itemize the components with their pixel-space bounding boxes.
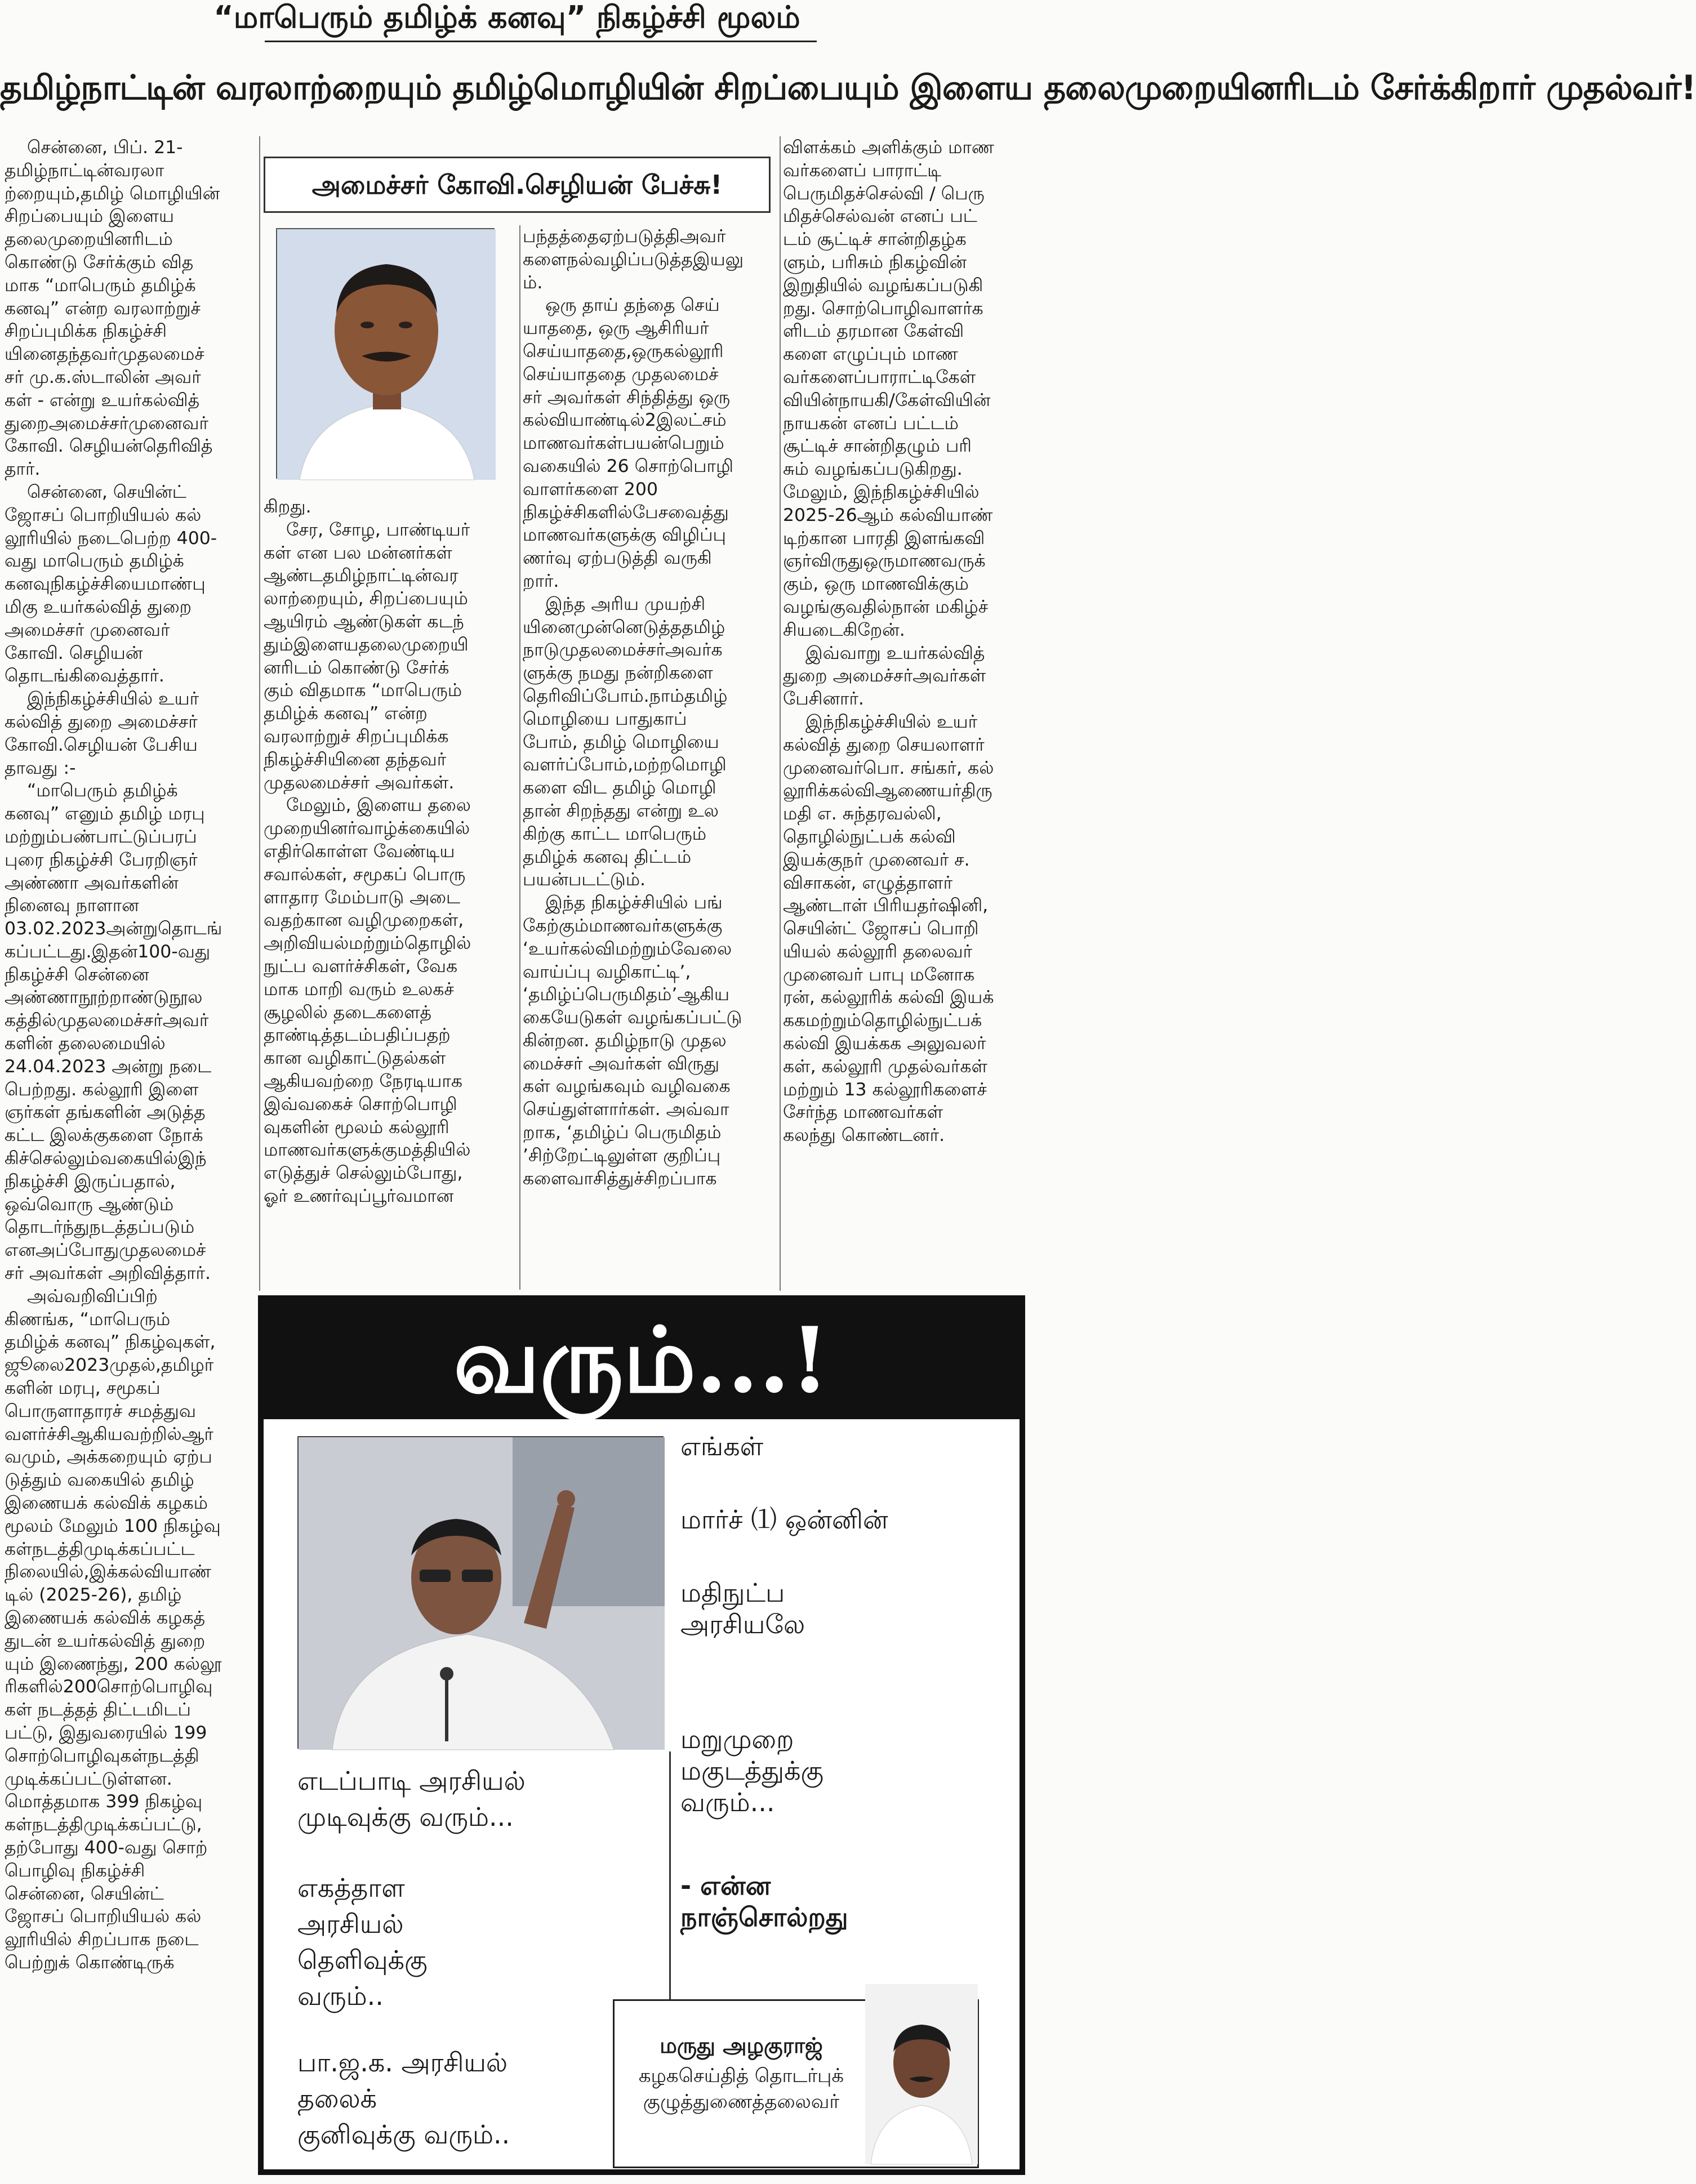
article-column-3 [523,225,777,1190]
signatory-name: மருது அழகுராஜ் [660,2033,823,2058]
paragraph: இந்த நிகழ்ச்சியில் பங் கேற்கும்மாணவர்களுக்கு ‘உயர்கல்விமற்றும்வேலை வாய்ப்பு வழிகாட்டி’, ‘தமிழ்ப்பெருமிதம்’ஆகிய கையேடுகள் வழங்கப்பட்டு கின்றன. தமிழ்நாடு முதல மைச்சர் அவர்கள் விருது கள் வழங்கவும் வழிவகை செய்துள்ளார்கள். அவ்வா றாக, ‘தமிழ்ப் பெருமிதம் ’சிற்றேட்டிலுள்ள குறிப்பு களைவாசித்துச்சிறப்பாக [523,893,742,1189]
paragraph: இந்நிகழ்ச்சியில் உயர் கல்வித் துறை செயலாளர் முனைவர்பொ. சங்கர், கல் லூரிக்கல்விஆணையர்திரு மதி எ. சுந்தரவல்லி, தொழில்நுட்பக் கல்வி இயக்குநர் முனைவர் ச. விசாகன், எழுத்தாளர் ஆண்டாள் பிரியதர்ஷினி, செயின்ட் ஜோசப் பொறி யியல் கல்லூரி தலைவர் முனைவர் பாபு மனோக ரன், கல்லூரிக் கல்வி இயக் ககமற்றும்தொழில்நுட்பக் கல்வி இயக்கக அலுவலர் கள், கல்லூரி முதல்வர்கள் மற்றும் 13 கல்லூரிகளைச் சேர்ந்த மாணவர்கள் கலந்து கொண்டனர். [783,711,994,1146]
minister-photo [276,228,495,479]
paragraph: ஒரு தாய் தந்தை செய் யாததை, ஒரு ஆசிரியர் செய்யாததை,ஒருகல்லூரி செய்யாததை முதலமைச் சர் அவர்கள் சிந்தித்து ஒரு கல்வியாண்டில்2இலட்சம் மாணவர்கள்பயன்பெறும் வகையில் 26 சொற்பொழி வாளர்களை 200 நிகழ்ச்சிகளில்பேசவைத்து மாணவர்களுக்கு விழிப்பு ணர்வு ஏற்படுத்தி வருகி றார். [523,295,733,591]
leader-portrait-icon [299,1437,665,1750]
ad-leader-photo [297,1436,664,1749]
signatory-photo [865,1984,978,2164]
signatory-portrait-icon [865,1984,978,2164]
slogan-line: மறுமுறை மகுடத்துக்கு வரும்... [680,1724,824,1817]
paragraph: கிறது. [264,497,311,517]
paragraph: சேர, சோழ, பாண்டியர் கள் என பல மன்னர்கள் ஆண்டதமிழ்நாட்டின்வர லாற்றையும், சிறப்பையும் ஆயிரம் ஆண்டுகள் கடந் தும்இளையதலைமுறையி னரிடம் கொண்டு சேர்க் கும் விதமாக “மாபெரும் தமிழ்க் கனவு” என்ற வரலாற்றுச் சிறப்புமிக்க நிகழ்ச்சியினை தந்தவர் முதலமைச்சர் அவர்கள். [264,519,470,793]
slogan-attribution: - என்ன நாஞ்சொல்றது [680,1870,848,1932]
paragraph: இவ்வாறு உயர்கல்வித் துறை அமைச்சர்அவர்கள் பேசினார். [783,643,986,710]
advertisement-box [258,1295,1025,2175]
minister-portrait-icon [277,229,496,480]
kicker-underline [265,41,817,42]
kicker-title: “மாபெரும் தமிழ்க் கனவு” நிகழ்ச்சி மூலம் [213,0,800,35]
paragraph: பந்தத்தைஏற்படுத்திஅவர் களைநல்வழிப்படுத்தஇயலு ம். [523,226,744,293]
column-divider [259,136,260,1291]
column-divider [780,136,781,1291]
paragraph: சென்னை, செயின்ட் ஜோசப் பொறியியல் கல் லூரியில் நடைபெற்ற 400- வது மாபெரும் தமிழ்க் கனவுநிகழ்ச்சியைமாண்பு மிகு உயர்கல்வித் துறை அமைச்சர் முனைவர் கோவி. செழியன் தொடங்கிவைத்தார். [5,482,217,687]
paragraph: மேலும், இளைய தலை முறையினர்வாழ்க்கையில் எதிர்கொள்ள வேண்டிய சவால்கள், சமூகப் பொரு ளாதார மேம்பாடு அடை வதற்கான வழிமுறைகள், அறிவியல்மற்றும்தொழில் நுட்ப வளர்ச்சிகள், வேக மாக மாறி வரும் உலகச் சூழலில் தடைகளைத் தாண்டித்தடம்பதிப்பதற் கான வழிகாட்டுதல்கள் ஆகியவற்றை நேரடியாக இவ்வகைச் சொற்பொழி வுகளின் மூலம் கல்லூரி மாணவர்களுக்குமத்தியில் எடுத்துச் செல்லும்போது, ஓர் உணர்வுப்பூர்வமான [264,795,471,1206]
article-column-1 [5,136,255,2181]
slogan-line: மதிநுட்ப அரசியலே [680,1577,805,1639]
slogan-line: மார்ச் ⑴ ஒன்னின் [680,1504,888,1535]
article-column-4 [783,136,1031,1147]
paragraph: இந்நிகழ்ச்சியில் உயர் கல்வித் துறை அமைச்சர் கோவி.செழியன் பேசிய தாவது :- [5,689,199,778]
signatory-role: கழகசெய்தித் தொடர்புக் குழுத்துணைத்தலைவர் [638,2065,844,2113]
paragraph: “மாபெரும் தமிழ்க் கனவு” எனும் தமிழ் மரபு மற்றும்பண்பாட்டுப்பரப் புரை நிகழ்ச்சி பேரறிஞர் அண்ணா அவர்களின் நினைவு நாளான 03.02.2023அன்றுதொடங் கப்பட்டது.இதன்100-வது நிகழ்ச்சி சென்னை அண்ணாநூற்றாண்டுநூல கத்தில்முதலமைச்சர்அவர் களின் தலைமையில் 24.04.2023 அன்று நடை பெற்றது. கல்லூரி இளை ஞர்கள் தங்களின் அடுத்த கட்ட இலக்குகளை நோக் கிச்செல்லும்வகையில்இந் நிகழ்ச்சி இருப்பதால், ஒவ்வொரு ஆண்டும் தொடர்ந்துநடத்தப்படும் எனஅப்போதுமுதலமைச் சர் அவர்கள் அறிவித்தார். [5,781,222,1284]
ad-banner-title: வரும்...! [264,1301,1020,1419]
headline: தமிழ்நாட்டின் வரலாற்றையும் தமிழ்மொழியின் சிறப்பையும் இளைய தலைமுறையினரிடம் சேர்க்கிறார் முதல்வர்! [0,68,1696,108]
subheading-box: அமைச்சர் கோவி.செழியன் பேச்சு! [264,157,771,213]
slogan-line: எடப்பாடி அரசியல் முடிவுக்கு வரும்... [297,1766,526,1832]
slogan-line: எகத்தாள அரசியல் தெளிவுக்கு வரும்.. [297,1873,428,2011]
paragraph: சென்னை, பிப். 21- தமிழ்நாட்டின்வரலா ற்றையும்,தமிழ் மொழியின் சிறப்பையும் இளைய தலைமுறையினரிடம் கொண்டு சேர்க்கும் வித மாக “மாபெரும் தமிழ்க் கனவு” என்ற வரலாற்றுச் சிறப்புமிக்க நிகழ்ச்சி யினைதந்தவர்முதலமைச் சர் மு.க.ஸ்டாலின் அவர் கள் - என்று உயர்கல்வித் துறைஅமைச்சர்முனைவர் கோவி. செழியன்தெரிவித் தார். [5,137,220,480]
slogan-line: பா.ஜ.க. அரசியல் தலைக் குனிவுக்கு வரும்.. [297,2047,510,2150]
ad-signature-box [613,1999,979,2168]
slogan-line: எங்கள் [680,1431,764,1461]
article-column-2 [264,496,517,1208]
column-divider [519,225,520,1290]
paragraph: இந்த அரிய முயற்சி யினைமுன்னெடுத்ததமிழ் நாடுமுதலமைச்சர்அவர்க ளுக்கு நமது நன்றிகளை தெரிவிப்போம்.நாம்தமிழ் மொழியை பாதுகாப் போம், தமிழ் மொழியை வளர்ப்போம்,மற்றமொழி களை விட தமிழ் மொழி தான் சிறந்தது என்று உல கிற்கு காட்ட மாபெரும் தமிழ்க் கனவு திட்டம் பயன்படட்டும். [523,594,728,890]
paragraph: விளக்கம் அளிக்கும் மாண வர்களைப் பாராட்டி பெருமிதச்செல்வி / பெரு மிதச்செல்வன் எனப் பட் டம் சூட்டிச் சான்றிதழ்க ளும், பரிசும் நிகழ்வின் இறுதியில் வழங்கப்படுகி றது. சொற்பொழிவாளர்க ளிடம் தரமான கேள்வி களை எழுப்பும் மாண வர்களைப்பாராட்டிகேள் வியின்நாயகி/கேள்வியின் நாயகன் எனப் பட்டம் சூட்டிச் சான்றிதழும் பரி சும் வழங்கப்படுகிறது. மேலும், இந்நிகழ்ச்சியில் 2025-26ஆம் கல்வியாண் டிற்கான பாரதி இளங்கவி ஞர்விருதுஒருமாணவருக் கும், ஒரு மாணவிக்கும் வழங்குவதில்நான் மகிழ்ச் சியடைகிறேன். [783,137,994,640]
paragraph: அவ்வறிவிப்பிற் கிணங்க, “மாபெரும் தமிழ்க் கனவு” நிகழ்வுகள், ஜூலை2023முதல்,தமிழர் களின் மரபு, சமூகப் பொருளாதாரச் சமத்துவ வளர்ச்சிஆகியவற்றில்ஆர் வமும், அக்கறையும் ஏற்ப டுத்தும் வகையில் தமிழ் இணையக் கல்விக் கழகம் மூலம் மேலும் 100 நிகழ்வு கள்நடத்திமுடிக்கப்பட்ட நிலையில்,இக்கல்வியாண் டில் (2025-26), தமிழ் இணையக் கல்விக் கழகத் துடன் உயர்கல்வித் துறை யும் இணைந்து, 200 கல்லூ ரிகளில்200சொற்பொழிவு கள் நடத்தத் திட்டமிடப் பட்டு, இதுவரையில் 199 சொற்பொழிவுகள்நடத்தி முடிக்கப்பட்டுள்ளன. மொத்தமாக 399 நிகழ்வு கள்நடத்திமுடிக்கப்பட்டு, தற்போது 400-வது சொற் பொழிவு நிகழ்ச்சி சென்னை, செயின்ட் ஜோசப் பொறியியல் கல் லூரியில் சிறப்பாக நடை பெற்றுக் கொண்டிருக் [5,1286,222,1973]
